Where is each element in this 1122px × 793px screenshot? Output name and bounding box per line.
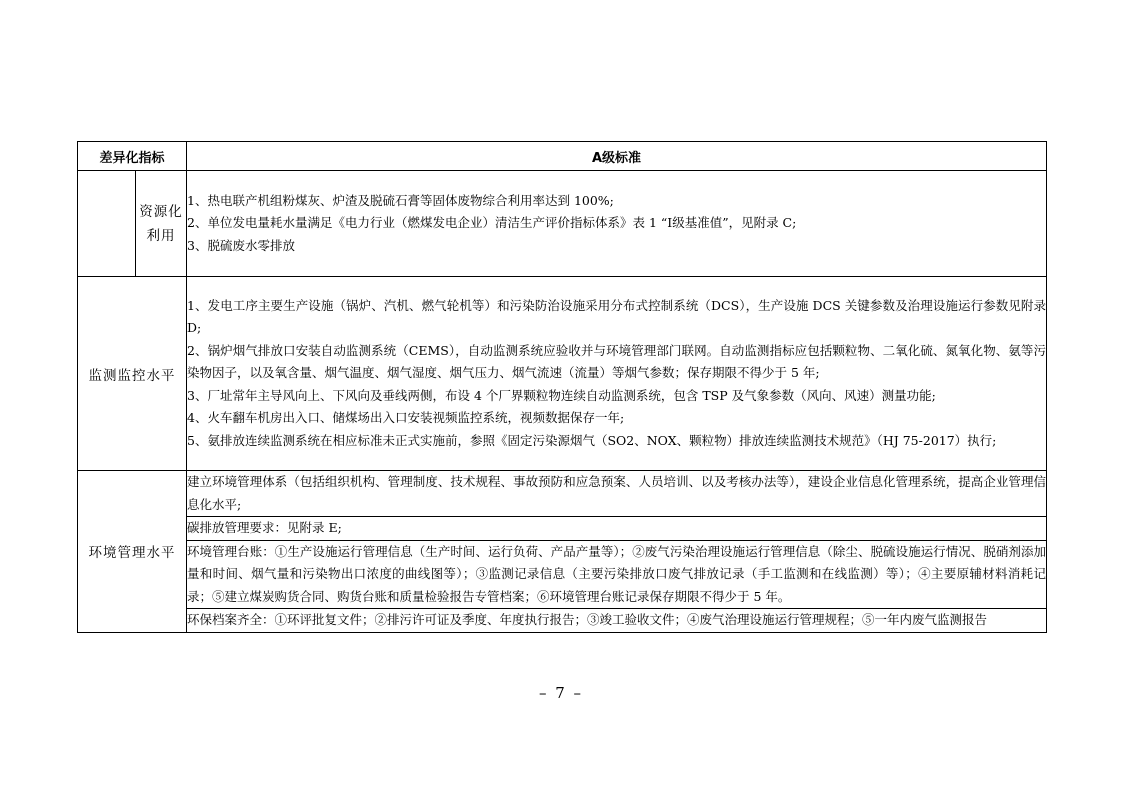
monitoring-item: 4、火车翻车机房出入口、储煤场出入口安装视频监控系统，视频数据保存一年; <box>187 410 625 426</box>
monitoring-label: 监测监控水平 <box>78 277 187 471</box>
indicator-column-header: 差异化指标 <box>78 142 187 171</box>
resource-item: 3、脱硫废水零排放 <box>187 237 295 253</box>
management-carbon-cell: 碳排放管理要求：见附录 E; <box>187 517 1047 541</box>
management-row-ledger <box>78 540 1047 609</box>
standard-column-header: A级标准 <box>187 142 1047 171</box>
standards-table <box>77 141 1047 633</box>
management-row-system <box>78 471 1047 517</box>
monitoring-row <box>78 277 1047 471</box>
monitoring-item: 3、厂址常年主导风向上、下风向及垂线两侧，布设 4 个厂界颗粒物连续自动监测系统，包含 TSP 及气象参数（风向、风速）测量功能; <box>187 387 936 403</box>
management-label: 环境管理水平 <box>78 471 187 633</box>
resource-item: 1、热电联产机组粉煤灰、炉渣及脱硫石膏等固体废物综合利用率达到 100%; <box>187 192 614 208</box>
resource-utilization-row <box>78 171 1047 277</box>
page-number: – 7 – <box>538 684 584 702</box>
monitoring-item: 2、锅炉烟气排放口安装自动监测系统（CEMS），自动监测系统应验收并与环境管理部门联网。自动监测指标应包括颗粒物、二氧化硫、氮氧化物、氨等污染物因子，以及氧含量、烟气温度、烟气湿度、烟气压力、烟气流速（流量）等烟气参数；保存期限不得少于 5 年; <box>187 342 1047 381</box>
resource-item: 2、单位发电量耗水量满足《电力行业（燃煤发电企业）清洁生产评价指标体系》表 1 “Ⅰ级基准值”，见附录 C; <box>187 215 797 231</box>
monitoring-item: 5、氨排放连续监测系统在相应标准未正式实施前，参照《固定污染源烟气（SO2、NOX、颗粒物）排放连续监测技术规范》（HJ 75-2017）执行; <box>187 432 997 448</box>
management-ledger-cell: 环境管理台账：①生产设施运行管理信息（生产时间、运行负荷、产品产量等）；②废气污染治理设施运行管理信息（除尘、脱硫设施运行情况、脱硝剂添加量和时间、烟气量和污染物出口浓度的曲线图等）；③监测记录信息（主要污染排放口废气排放记录（手工监测和在线监测）等）；④主要原辅材料消耗记录；⑤建立煤炭购货合同、购货台账和质量检验报告专管档案；⑥环境管理台账记录保存期限不得少于 5 年。 <box>187 540 1047 609</box>
management-row-carbon <box>78 517 1047 541</box>
monitoring-content <box>187 277 1047 471</box>
management-row-archive <box>78 609 1047 633</box>
resource-utilization-label: 资源化利用 <box>136 171 187 277</box>
table-header-row <box>78 142 1047 171</box>
management-archive-cell: 环保档案齐全：①环评批复文件；②排污许可证及季度、年度执行报告；③竣工验收文件；④废气治理设施运行管理规程；⑤一年内废气监测报告 <box>187 609 1047 633</box>
management-system-cell: 建立环境管理体系（包括组织机构、管理制度、技术规程、事故预防和应急预案、人员培训、以及考核办法等），建设企业信息化管理系统，提高企业管理信息化水平; <box>187 471 1047 517</box>
monitoring-item: 1、发电工序主要生产设施（锅炉、汽机、燃气轮机等）和污染防治设施采用分布式控制系统（DCS），生产设施 DCS 关键参数及治理设施运行参数见附录 D; <box>187 297 1047 336</box>
resource-empty-cell <box>78 171 136 277</box>
resource-utilization-content <box>187 171 1047 277</box>
